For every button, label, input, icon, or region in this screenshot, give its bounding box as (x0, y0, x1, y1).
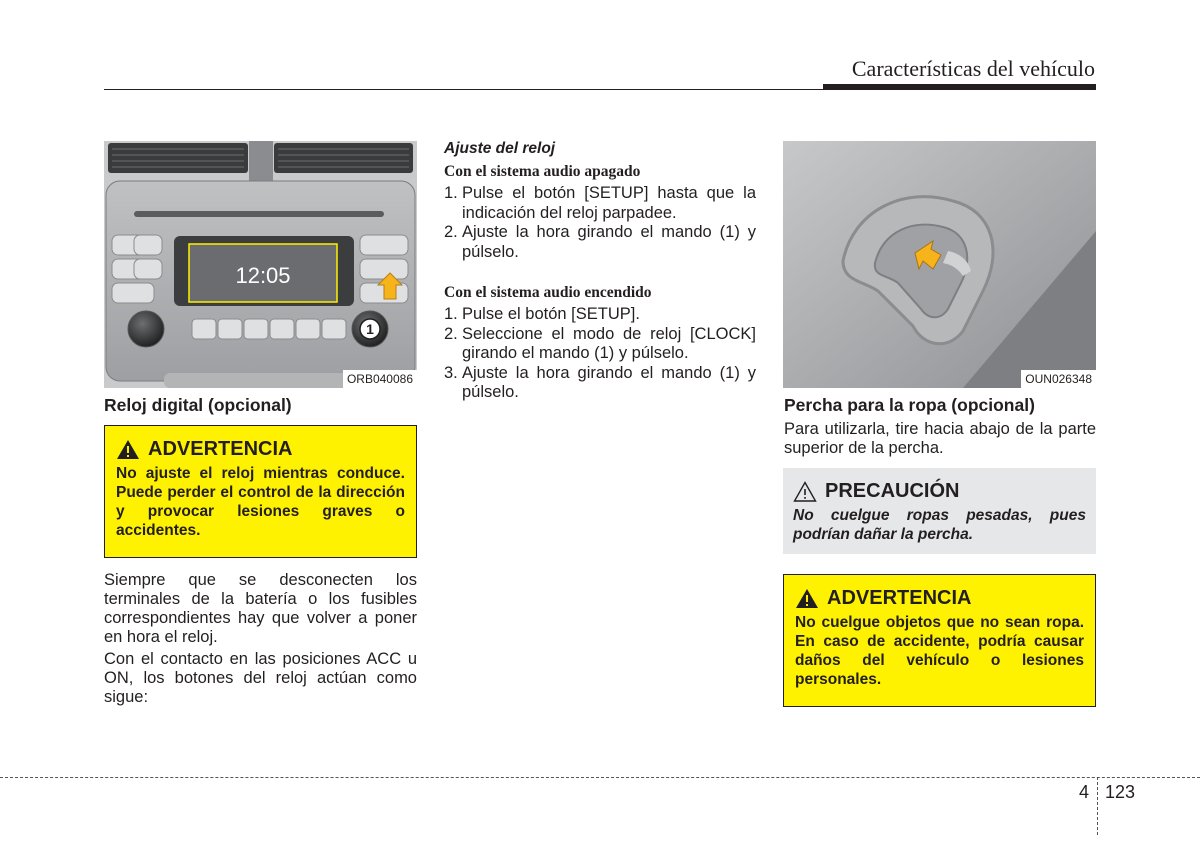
caution-body: No cuelgue ropas pesadas, pues podrían dañar la percha. (793, 507, 1086, 543)
warning-triangle-icon (116, 439, 140, 460)
clock-setting-section (444, 140, 756, 403)
warning-body: No cuelgue objetos que no sean ropa. En caso de accidente, podría causar daños del vehículo o lesiones personales. (795, 614, 1084, 688)
warning-title (116, 438, 405, 461)
paragraph-coat-hook: Para utilizarla, tire hacia abajo de la parte superior de la percha. (784, 420, 1096, 457)
heading-digital-clock: Reloj digital (opcional) (104, 395, 292, 415)
audio-panel-illustration (104, 141, 417, 388)
audio-panel-figure (104, 141, 417, 388)
warning-title (795, 587, 1084, 610)
footer-rule (0, 777, 1200, 778)
page-number: 123 (1105, 782, 1136, 802)
warning-box-hook (783, 574, 1096, 707)
list-item: 3. Ajuste la hora girando el mando (1) y púlselo. (444, 363, 756, 401)
warning-box-clock (104, 425, 417, 558)
header-rule-accent (823, 84, 1096, 90)
coat-hook-figure (783, 141, 1096, 388)
list-item: 1. Pulse el botón [SETUP] hasta que la indicación del reloj parpadee. (444, 184, 756, 222)
figure-code: OUN026348 (1021, 370, 1096, 388)
list-item: 1. Pulse el botón [SETUP]. (444, 305, 640, 323)
clock-setting-title: Ajuste del reloj (444, 140, 556, 157)
list-item: 2. Ajuste la hora girando el mando (1) y púlselo. (444, 223, 756, 261)
warning-title-text: ADVERTENCIA (827, 587, 972, 609)
screen-clock-time: 12:05 (235, 263, 291, 288)
list-item: 2. Seleccione el modo de reloj [CLOCK] girando el mando (1) y púlselo. (444, 324, 756, 362)
heading-coat-hook: Percha para la ropa (opcional) (784, 395, 1035, 415)
figure-code: ORB040086 (343, 370, 417, 388)
footer-separator (1097, 777, 1098, 835)
subheading-audio-on: Con el sistema audio encendido (444, 284, 652, 301)
caution-title-text: PRECAUCIÓN (825, 480, 960, 502)
warning-body: No ajuste el reloj mientras conduce. Puede perder el control de la dirección y provocar lesiones graves o accidentes. (116, 465, 405, 539)
coat-hook-illustration (783, 141, 1096, 388)
caution-box (783, 468, 1096, 554)
warning-triangle-icon (795, 588, 819, 609)
section-title: Características del vehículo (851, 56, 1095, 81)
paragraph-battery: Siempre que se desconecten los terminales de la batería o los fusibles correspondientes hay que volver a poner en hora el reloj. (104, 571, 417, 646)
subheading-audio-off: Con el sistema audio apagado (444, 163, 641, 180)
chapter-number: 4 (1079, 782, 1090, 802)
knob-callout-number: 1 (366, 321, 374, 337)
steps-audio-off (444, 184, 756, 262)
paragraph-acc: Con el contacto en las posiciones ACC u ON, los botones del reloj actúan como sigue: (104, 650, 417, 706)
caution-title (793, 480, 1086, 503)
steps-audio-on (444, 305, 756, 403)
warning-title-text: ADVERTENCIA (148, 438, 293, 460)
caution-triangle-icon (793, 481, 817, 502)
